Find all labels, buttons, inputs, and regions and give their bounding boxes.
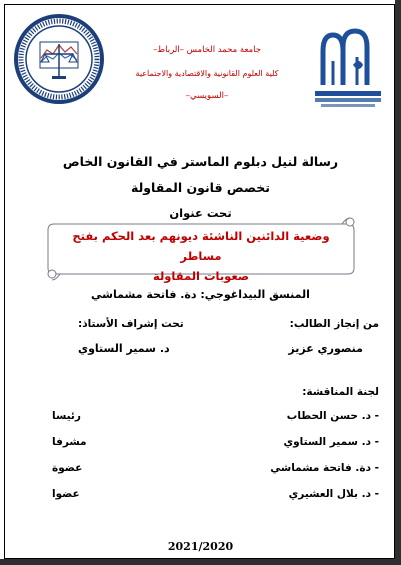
committee-member-name: - د. سمير الستاوي (283, 436, 379, 448)
university-emblem-logo (313, 27, 383, 111)
student-name: منصوري عزيز (288, 342, 363, 355)
academic-year: 2021/2020 (167, 540, 234, 553)
degree-line: رسالة لنيل دبلوم الماستر في القانون الخاص (62, 154, 339, 169)
page-shadow-bottom (0, 559, 401, 565)
supervisor-name: د. سمير الستاوي (78, 342, 170, 355)
committee-member-role: رئيسا (52, 410, 81, 422)
committee-label: لجنة المناقشة: (302, 386, 379, 398)
student-label: من إنجاز الطالب: (289, 318, 379, 330)
committee-member-role: عضوا (52, 488, 80, 500)
specialty-line: تخصص قانون المقاولة (131, 180, 270, 195)
title-intro: تحت عنوان (169, 206, 232, 220)
thesis-title-line-2: صعوبات المقاولة (152, 269, 249, 283)
committee-member-name: - د. بلال العشيري (288, 488, 379, 500)
faculty-seal-logo (14, 14, 104, 104)
page-shadow-right (395, 0, 401, 565)
thesis-title-line-1: وضعية الدائنين الناشئة ديونهم بعد الحكم بفتح مساطر (72, 229, 330, 263)
faculty-name: كلية العلوم القانونية والاقتصادية والاجتماعية (135, 69, 279, 78)
committee-member-role: عضوة (52, 462, 83, 474)
university-name: جامعة محمد الخامس –الرباط– (153, 45, 261, 55)
committee-member-name: - د. حسن الحطاب (286, 410, 379, 422)
committee-member-role: مشرفا (52, 436, 87, 448)
supervisor-label: تحت إشراف الأستاذ: (78, 318, 184, 330)
committee-member-name: - دة. فاتحة مشماشي (270, 462, 379, 474)
thesis-title (58, 226, 344, 286)
campus-name: –السويسي– (185, 91, 229, 101)
institution-header (112, 44, 302, 103)
pedagogical-coordinator: المنسق البيداغوجي: دة. فاتحة مشماشي (91, 288, 310, 301)
